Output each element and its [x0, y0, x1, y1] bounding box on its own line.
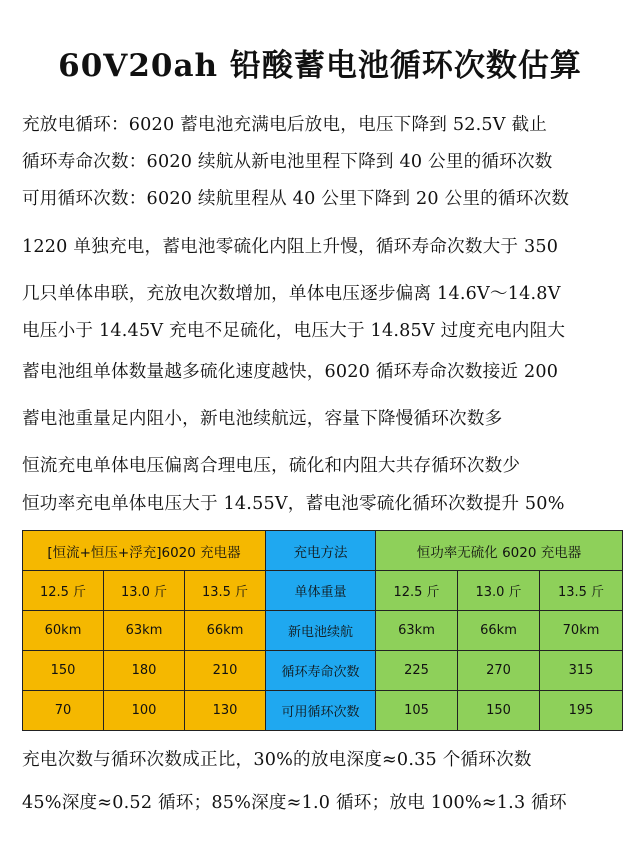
footer-line: 45%深度≈0.52 循环；85%深度≈1.0 循环；放电 100%≈1.3 循环: [22, 793, 567, 813]
table-cell: 315: [540, 651, 623, 691]
table-cell: 12.5 斤: [376, 571, 458, 611]
text-line: 1220 单独充电，蓄电池零硫化内阻上升慢，循环寿命次数大于 350: [22, 237, 559, 257]
table-cell: 13.5 斤: [185, 571, 266, 611]
table-cell: 180: [104, 651, 185, 691]
page-title: 60V20ah 铅酸蓄电池循环次数估算: [58, 48, 582, 84]
table-cell: 270: [458, 651, 540, 691]
table-cell: 66km: [185, 611, 266, 651]
table-cell: 63km: [104, 611, 185, 651]
table-cell: 105: [376, 691, 458, 731]
table-cell: 70km: [540, 611, 623, 651]
table-cell: 60km: [23, 611, 104, 651]
table-row: [23, 651, 623, 691]
table-row: [23, 571, 623, 611]
table-cell: 225: [376, 651, 458, 691]
table-header-row: [23, 531, 623, 571]
row-label: 新电池续航: [266, 611, 376, 651]
table-cell: 100: [104, 691, 185, 731]
table-cell: 150: [23, 651, 104, 691]
row-label: 单体重量: [266, 571, 376, 611]
table-cell: 210: [185, 651, 266, 691]
text-line: 充放电循环：6020 蓄电池充满电后放电，电压下降到 52.5V 截止: [22, 115, 548, 135]
table-cell: 150: [458, 691, 540, 731]
text-line: 电压小于 14.45V 充电不足硫化，电压大于 14.85V 过度充电内阻大: [22, 321, 566, 341]
table-cell: 63km: [376, 611, 458, 651]
left-charger-header: [恒流+恒压+浮充]6020 充电器: [23, 531, 266, 571]
text-line: 循环寿命次数：6020 续航从新电池里程下降到 40 公里的循环次数: [22, 152, 553, 172]
text-line: 恒功率充电单体电压大于 14.55V，蓄电池零硫化循环次数提升 50%: [22, 494, 565, 514]
table-cell: 13.0 斤: [458, 571, 540, 611]
table-cell: 13.0 斤: [104, 571, 185, 611]
text-line: 几只单体串联，充放电次数增加，单体电压逐步偏离 14.6V～14.8V: [22, 284, 561, 304]
charging-method-header: 充电方法: [266, 531, 376, 571]
footer-line: 充电次数与循环次数成正比，30%的放电深度≈0.35 个循环次数: [22, 750, 532, 770]
right-charger-header: 恒功率无硫化 6020 充电器: [376, 531, 623, 571]
text-line: 蓄电池组单体数量越多硫化速度越快，6020 循环寿命次数接近 200: [22, 362, 559, 382]
table-cell: 70: [23, 691, 104, 731]
row-label: 可用循环次数: [266, 691, 376, 731]
table-cell: 13.5 斤: [540, 571, 623, 611]
table-row: [23, 611, 623, 651]
table-cell: 130: [185, 691, 266, 731]
text-line: 蓄电池重量足内阻小，新电池续航远，容量下降慢循环次数多: [22, 409, 503, 429]
row-label: 循环寿命次数: [266, 651, 376, 691]
table-row: [23, 691, 623, 731]
text-line: 可用循环次数：6020 续航里程从 40 公里下降到 20 公里的循环次数: [22, 189, 570, 209]
text-line: 恒流充电单体电压偏离合理电压，硫化和内阻大共存循环次数少: [22, 456, 521, 476]
comparison-table: [22, 530, 623, 731]
table-cell: 12.5 斤: [23, 571, 104, 611]
table-cell: 66km: [458, 611, 540, 651]
table-cell: 195: [540, 691, 623, 731]
